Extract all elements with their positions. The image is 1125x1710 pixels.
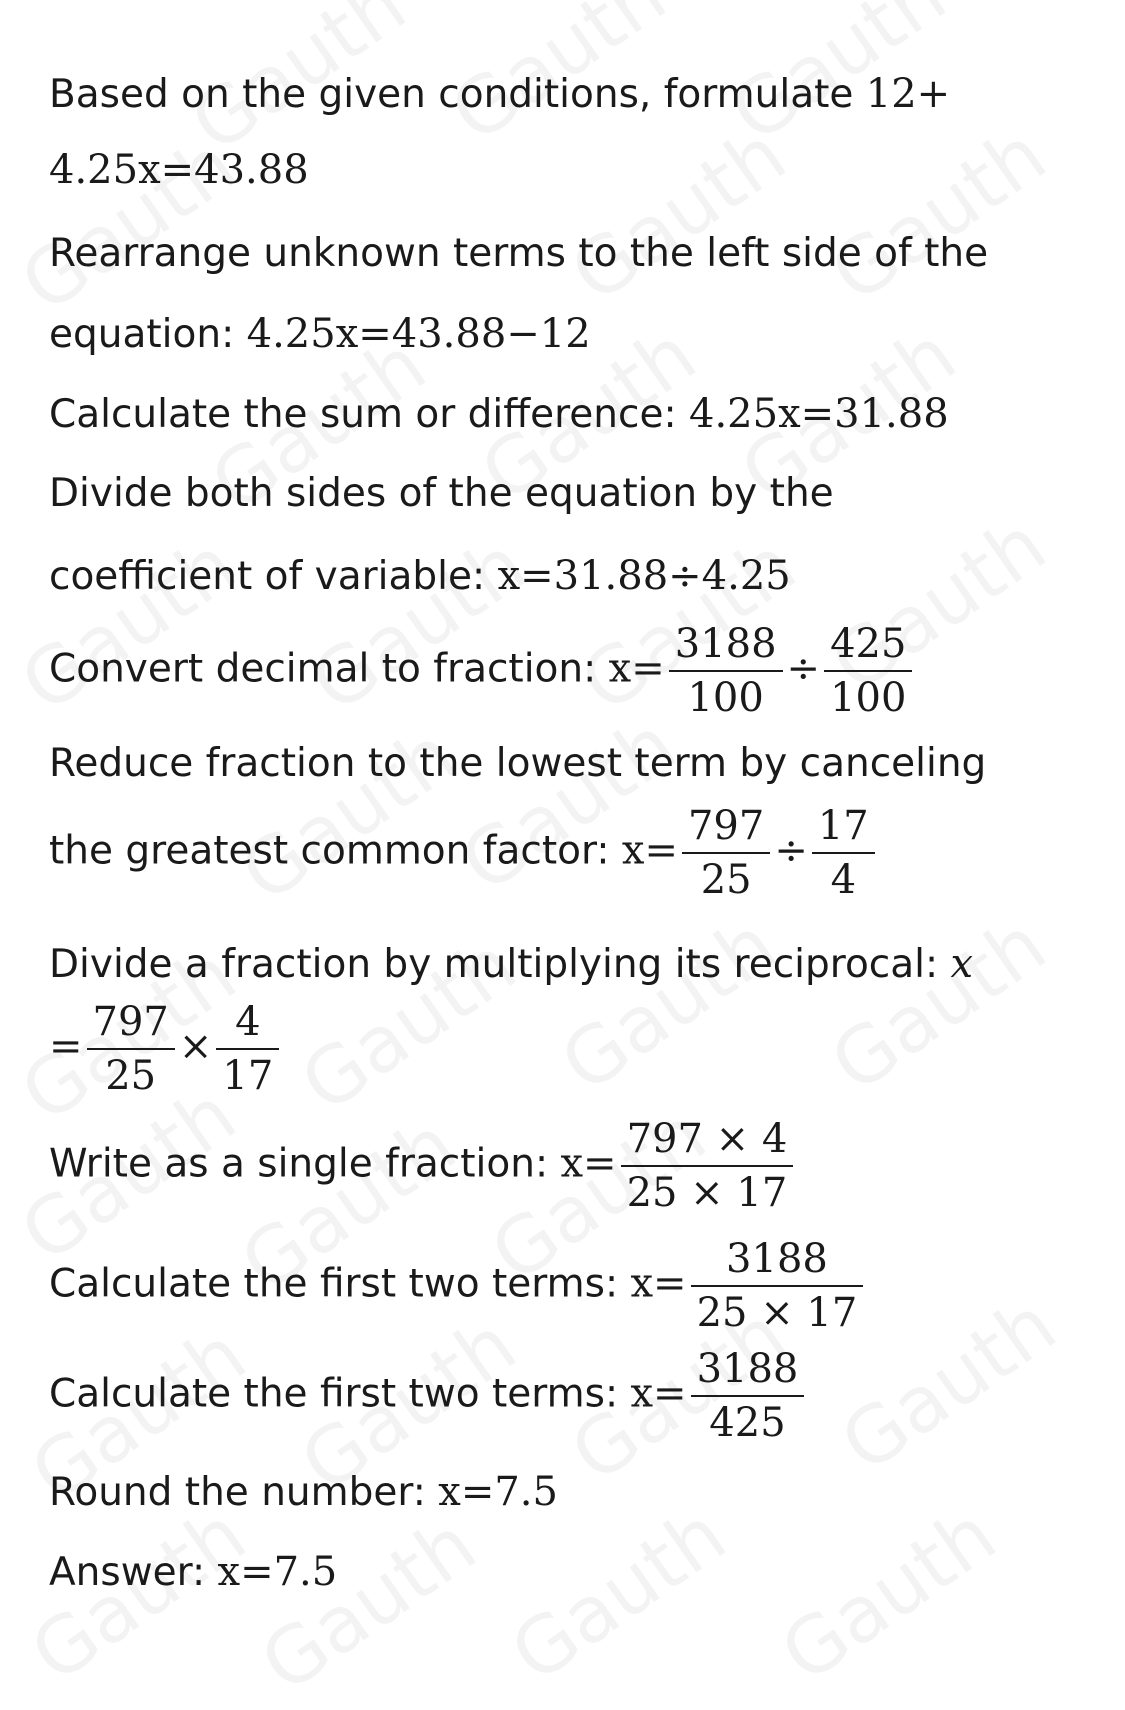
operator: ÷ — [774, 827, 808, 874]
watermark — [246, 1500, 492, 1710]
step-text: the greatest common factor: — [49, 828, 610, 874]
operator: ÷ — [786, 645, 821, 692]
fraction — [812, 802, 875, 904]
watermark — [816, 110, 1062, 320]
denominator: 100 — [830, 675, 907, 721]
numerator: 797 — [87, 998, 175, 1050]
step-text: Convert decimal to fraction: — [49, 646, 597, 692]
step-divide — [49, 552, 791, 601]
step-single-fraction — [49, 1115, 797, 1217]
denominator: 4 — [830, 857, 857, 903]
watermark — [556, 110, 802, 320]
numerator: 4 — [216, 998, 279, 1050]
equation: x=7.5 — [438, 1469, 558, 1515]
fraction — [824, 620, 912, 722]
step-text: Round the number: — [49, 1470, 426, 1515]
step-text: coefficient of variable: — [49, 554, 486, 599]
step-formulate — [49, 70, 950, 119]
numerator: 3188 — [669, 620, 783, 672]
denominator: 100 — [687, 675, 764, 721]
watermark — [496, 1490, 742, 1700]
step-calculate — [49, 390, 949, 439]
denominator: 425 — [709, 1400, 786, 1446]
watermark — [816, 900, 1062, 1110]
step-text: Calculate the first two terms: — [49, 1371, 619, 1417]
step-calculate-terms — [49, 1345, 808, 1447]
numerator: 425 — [824, 620, 912, 672]
numerator: 797 — [682, 802, 770, 854]
step-text: Divide both sides of the equation by the — [49, 471, 834, 516]
numerator: 3188 — [691, 1345, 805, 1397]
fraction — [87, 998, 175, 1100]
numerator: 3188 — [691, 1235, 864, 1287]
step-convert — [49, 620, 916, 722]
step-text: Write as a single fraction: — [49, 1141, 549, 1187]
fraction — [691, 1235, 864, 1337]
numerator: 797 × 4 — [621, 1115, 794, 1167]
equation: 4.25x=43.88 — [49, 147, 309, 193]
numerator: 17 — [812, 802, 875, 854]
step-text: equation: — [49, 312, 235, 357]
step-text: Based on the given conditions, formulate — [49, 72, 854, 117]
denominator: 17 — [222, 1053, 274, 1099]
step-text: Reduce fraction to the lowest term by canceling — [49, 741, 987, 786]
equation: 4.25x=31.88 — [689, 391, 949, 437]
equation-lhs: x= — [560, 1140, 617, 1187]
step-text: Calculate the first two terms: — [49, 1261, 619, 1307]
step-text: Rearrange unknown terms to the left side of the — [49, 231, 989, 276]
denominator: 25 — [700, 857, 752, 903]
operator: × — [178, 1023, 213, 1070]
watermark — [546, 900, 792, 1110]
fraction — [216, 998, 279, 1100]
step-reciprocal — [49, 940, 973, 989]
denominator: 25 × 17 — [626, 1170, 788, 1216]
equation-lhs: x= — [630, 1370, 687, 1417]
equals-sign: = — [49, 1023, 83, 1070]
denominator: 25 × 17 — [696, 1290, 858, 1336]
fraction — [621, 1115, 794, 1217]
step-reciprocal-equation — [49, 998, 283, 1100]
variable: x — [950, 941, 974, 987]
equation: x=31.88÷4.25 — [497, 553, 791, 599]
step-round — [49, 1468, 558, 1517]
step-text: Calculate the sum or difference: — [49, 392, 677, 437]
fraction — [691, 1345, 805, 1447]
step-rearrange — [49, 310, 591, 359]
step-text: Divide a fraction by multiplying its reciprocal: — [49, 942, 939, 987]
equation-lhs: x= — [630, 1260, 687, 1307]
step-text: Answer: — [49, 1550, 206, 1595]
answer-equation: x=7.5 — [217, 1549, 338, 1595]
denominator: 25 — [105, 1053, 157, 1099]
equation: 12+ — [865, 71, 951, 117]
equation-lhs: x= — [621, 827, 678, 874]
step-calculate-terms — [49, 1235, 867, 1337]
step-answer — [49, 1548, 337, 1597]
watermark — [766, 1490, 1012, 1700]
equation-lhs: x= — [608, 645, 665, 692]
equation: 4.25x=43.88−12 — [246, 311, 591, 357]
step-reduce — [49, 802, 879, 904]
fraction — [682, 802, 770, 904]
fraction — [669, 620, 783, 722]
